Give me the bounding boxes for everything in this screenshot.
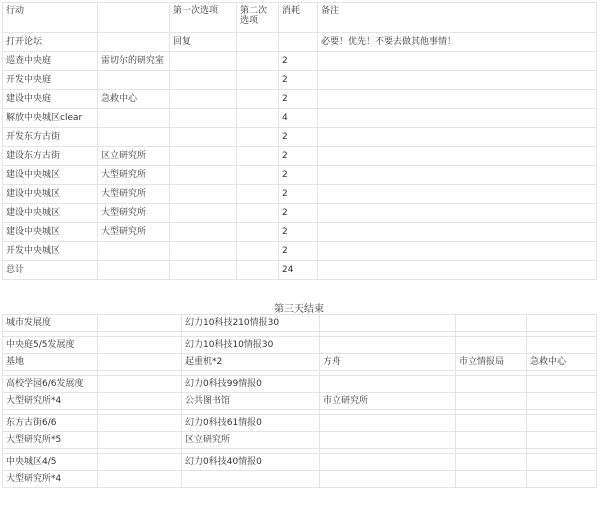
summary-cell: 市立情报局 [456,354,527,371]
first-option-cell [170,261,237,280]
second-option-cell [237,128,279,147]
summary-cell [456,337,527,354]
remark-cell: 必要！优先！不要去做其他事情！ [318,33,597,52]
action-cell: 总计 [3,261,98,280]
cost-cell: 2 [279,52,318,71]
second-option-cell [237,185,279,204]
cost-cell: 4 [279,109,318,128]
first-option-cell: 回复 [170,33,237,52]
first-option-cell [170,90,237,109]
total-row [3,261,597,280]
summary-row [3,315,597,332]
first-option-cell [170,52,237,71]
target-cell [98,128,170,147]
second-option-cell [237,33,279,52]
summary-row [3,471,597,488]
first-option-cell [170,166,237,185]
table-row [3,128,597,147]
summary-cell: 幻力0科技61情报0 [182,415,320,432]
action-cell: 建设中央城区 [3,223,98,242]
summary-cell [320,432,456,449]
target-cell: 大型研究所 [98,223,170,242]
summary-cell [98,315,182,332]
table-row [3,33,597,52]
second-option-cell [237,109,279,128]
remark-cell [318,90,597,109]
remark-cell [318,261,597,280]
summary-cell [98,376,182,393]
second-option-cell [237,166,279,185]
cost-cell: 2 [279,242,318,261]
header-action: 行动 [3,3,98,33]
summary-row [3,415,597,432]
summary-cell: 市立研究所 [320,393,456,410]
summary-row [3,393,597,410]
summary-cell [527,415,597,432]
first-option-cell [170,128,237,147]
header-remarks: 备注 [318,3,597,33]
summary-row [3,454,597,471]
summary-cell: 东方古街6/6 [3,415,98,432]
summary-cell [527,432,597,449]
summary-cell: 幻力0科技99情报0 [182,376,320,393]
summary-cell [456,393,527,410]
summary-cell: 中央庭5/5发展度 [3,337,98,354]
summary-cell: 大型研究所*5 [3,432,98,449]
cost-cell: 2 [279,71,318,90]
target-cell: 雷切尔的研究室 [98,52,170,71]
table-row [3,223,597,242]
remark-cell [318,204,597,223]
summary-cell [98,471,182,488]
action-cell: 解放中央城区clear [3,109,98,128]
summary-cell: 区立研究所 [182,432,320,449]
action-cell: 建设中央城区 [3,166,98,185]
first-option-cell [170,147,237,166]
header-cost: 消耗 [279,3,318,33]
header-second-option [237,3,279,33]
summary-cell [98,393,182,410]
target-cell [98,71,170,90]
summary-cell: 幻力10科技10情报30 [182,337,320,354]
first-option-cell [170,109,237,128]
header-first-option: 第一次选项 [170,3,237,33]
table-row [3,52,597,71]
summary-cell: 公共图书馆 [182,393,320,410]
first-option-cell [170,204,237,223]
target-cell: 急救中心 [98,90,170,109]
target-cell: 大型研究所 [98,166,170,185]
second-option-cell [237,52,279,71]
summary-cell: 基地 [3,354,98,371]
summary-cell: 幻力10科技210情报30 [182,315,320,332]
action-cell: 开发中央城区 [3,242,98,261]
summary-cell [527,393,597,410]
remark-cell [318,52,597,71]
day-three-end-caption: 第三天结束 [274,304,324,315]
summary-cell [456,432,527,449]
summary-cell: 急救中心 [527,354,597,371]
target-cell: 大型研究所 [98,185,170,204]
remark-cell [318,71,597,90]
summary-cell: 中央城区4/5 [3,454,98,471]
second-option-cell [237,242,279,261]
cost-cell: 2 [279,204,318,223]
summary-cell: 大型研究所*4 [3,393,98,410]
summary-cell [98,415,182,432]
second-option-cell [237,71,279,90]
second-option-cell [237,90,279,109]
summary-cell [98,454,182,471]
summary-cell [527,337,597,354]
table-row [3,242,597,261]
action-cell: 开发东方古街 [3,128,98,147]
summary-cell [320,471,456,488]
remark-cell [318,147,597,166]
second-option-cell [237,261,279,280]
target-cell [98,242,170,261]
summary-cell [527,471,597,488]
target-cell: 大型研究所 [98,204,170,223]
summary-cell [456,315,527,332]
action-cell: 建设中央庭 [3,90,98,109]
action-cell: 建设中央城区 [3,204,98,223]
summary-cell [98,354,182,371]
cost-cell: 2 [279,223,318,242]
day-summary-table [2,314,597,488]
summary-cell [320,454,456,471]
action-cell: 打开论坛 [3,33,98,52]
summary-cell [527,376,597,393]
target-cell: 区立研究所 [98,147,170,166]
summary-cell: 方舟 [320,354,456,371]
summary-row [3,337,597,354]
first-option-cell [170,242,237,261]
summary-row [3,432,597,449]
summary-cell [456,376,527,393]
remark-cell [318,109,597,128]
summary-cell [182,471,320,488]
remark-cell [318,128,597,147]
summary-cell [320,376,456,393]
summary-cell [320,415,456,432]
summary-cell [320,315,456,332]
summary-cell [98,337,182,354]
action-cell: 建设东方古街 [3,147,98,166]
summary-cell [98,432,182,449]
header-target [98,3,170,33]
table-header-row [3,3,597,33]
first-option-cell [170,185,237,204]
summary-cell [456,415,527,432]
remark-cell [318,185,597,204]
cost-cell: 2 [279,128,318,147]
action-cell: 巡查中央庭 [3,52,98,71]
table-row [3,166,597,185]
second-option-cell [237,223,279,242]
header-second-option-line: 第二次 [240,6,268,16]
remark-cell [318,166,597,185]
action-cell: 建设中央城区 [3,185,98,204]
summary-cell [320,337,456,354]
target-cell [98,261,170,280]
cost-cell: 2 [279,90,318,109]
table-row [3,71,597,90]
table-row [3,185,597,204]
header-second-option-line: 选项 [240,16,259,26]
summary-cell: 高校学园6/6发展度 [3,376,98,393]
cost-cell [279,33,318,52]
summary-row [3,354,597,371]
summary-cell: 城市发展度 [3,315,98,332]
cost-cell: 2 [279,166,318,185]
summary-row [3,376,597,393]
table-row [3,109,597,128]
summary-cell [527,315,597,332]
summary-cell: 幻力0科技40情报0 [182,454,320,471]
cost-cell: 2 [279,185,318,204]
table-row [3,90,597,109]
summary-cell [527,454,597,471]
cost-cell: 24 [279,261,318,280]
remark-cell [318,223,597,242]
target-cell [98,33,170,52]
remark-cell [318,242,597,261]
action-plan-table [2,2,597,280]
summary-cell [456,471,527,488]
first-option-cell [170,223,237,242]
first-option-cell [170,71,237,90]
second-option-cell [237,147,279,166]
summary-cell [456,454,527,471]
summary-cell: 大型研究所*4 [3,471,98,488]
target-cell [98,109,170,128]
second-option-cell [237,204,279,223]
cost-cell: 2 [279,147,318,166]
summary-cell: 起重机*2 [182,354,320,371]
table-row [3,147,597,166]
table-row [3,204,597,223]
action-cell: 开发中央庭 [3,71,98,90]
